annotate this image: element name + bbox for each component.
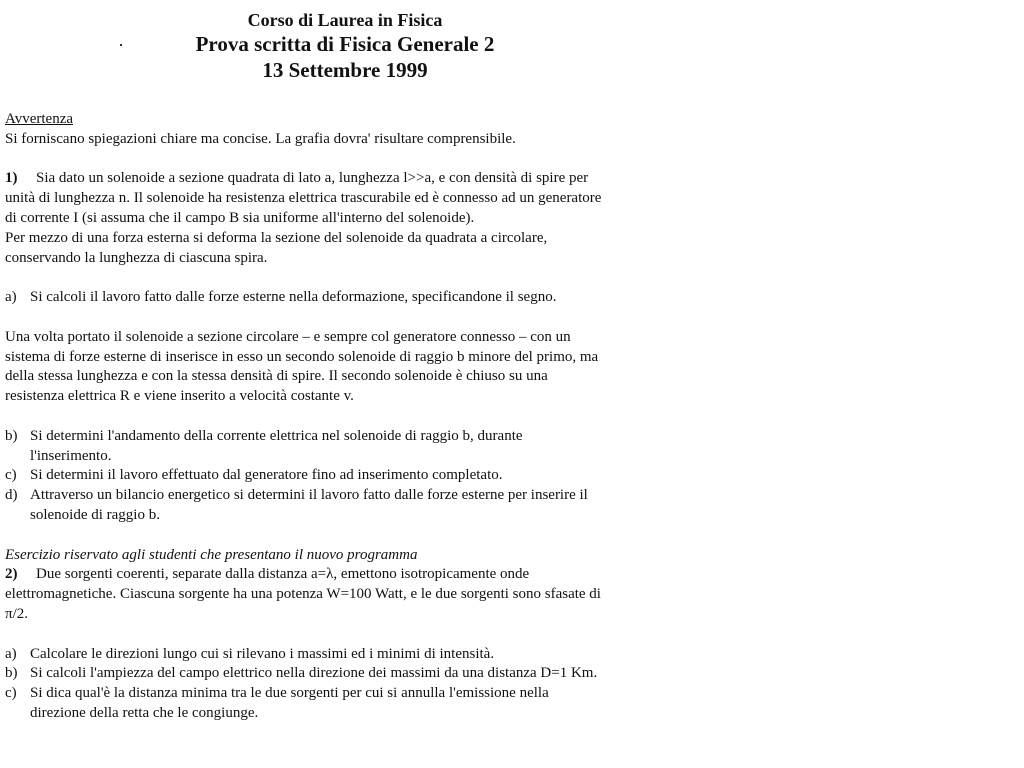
- question-text: Si calcoli l'ampiezza del campo elettrico nella direzione dei massimi da una distanza D=1 Km.: [30, 665, 598, 682]
- exercise-1-line-4: Per mezzo di una forza esterna si deforma la sezione del solenoide da quadrata a circolare,: [5, 229, 548, 246]
- exercise-1-question-c: [5, 466, 685, 486]
- exercise-2-question-c: [5, 684, 685, 704]
- scan-speck: [120, 44, 122, 46]
- exercise-1-question-a: [5, 288, 685, 308]
- exercise-1-number: 1): [5, 170, 18, 187]
- warning-title: Avvertenza: [5, 111, 74, 127]
- exercise-2-note: Esercizio riservato agli studenti che presentano il nuovo programma: [5, 546, 418, 563]
- exercise-1-question-d: [5, 486, 685, 506]
- exercise-2-line-3: π/2.: [5, 605, 28, 622]
- exercise-1-line-1: 1) Sia dato un solenoide a sezione quadrata di lato a, lunghezza l>>a, e con densità di spire per: [5, 169, 685, 189]
- warning-text: Si forniscano spiegazioni chiare ma concise. La grafia dovra' risultare comprensibile.: [5, 130, 516, 147]
- exam-date: 13 Settembre 1999: [262, 58, 428, 82]
- question-label: c): [5, 685, 17, 702]
- exercise-2-question-a: [5, 645, 685, 665]
- question-text-continued: solenoide di raggio b.: [30, 506, 160, 523]
- question-text: Si determini l'andamento della corrente elettrica nel solenoide di raggio b, durante: [30, 427, 523, 444]
- question-text: Attraverso un bilancio energetico si determini il lavoro fatto dalle forze esterne per inserire il: [30, 487, 588, 504]
- exercise-2-number: 2): [5, 566, 18, 583]
- exercise-1-para2-line-2: sistema di forze esterne di inserisce in esso un secondo solenoide di raggio b minore del primo, ma: [5, 348, 599, 365]
- exercise-2-question-b: [5, 664, 685, 684]
- exercise-1-para2-line-1: Una volta portato il solenoide a sezione circolare – e sempre col generatore connesso – con un: [5, 328, 571, 345]
- course-title: Corso di Laurea in Fisica: [247, 10, 443, 30]
- question-text: Si determini il lavoro effettuato dal generatore fino ad inserimento completato.: [30, 467, 503, 484]
- question-label: d): [5, 487, 18, 504]
- exam-title: Prova scritta di Fisica Generale 2: [195, 32, 495, 56]
- question-label: a): [5, 645, 17, 662]
- exercise-1-line-5: conservando la lunghezza di ciascuna spira.: [5, 249, 268, 266]
- question-text: Si calcoli il lavoro fatto dalle forze esterne nella deformazione, specificandone il segno.: [30, 289, 557, 306]
- document-header: [120, 9, 570, 83]
- exercise-2-line-2: elettromagnetiche. Ciascuna sorgente ha una potenza W=100 Watt, e le due sorgenti sono sfasate di: [5, 586, 601, 603]
- exercise-1-para2-line-4: resistenza elettrica R e viene inserito a velocità costante v.: [5, 388, 354, 405]
- exercise-1-para2-line-3: della stessa lunghezza e con la stessa densità di spire. Il secondo solenoide è chiuso su una: [5, 368, 548, 385]
- exercise-1-line-2: unità di lunghezza n. Il solenoide ha resistenza elettrica trascurabile ed è connesso ad un generatore: [5, 190, 602, 207]
- question-text: Si dica qual'è la distanza minima tra le due sorgenti per cui si annulla l'emissione nella: [30, 685, 549, 702]
- question-text: Calcolare le direzioni lungo cui si rilevano i massimi ed i minimi di intensità.: [30, 645, 495, 662]
- document-body: [5, 110, 685, 724]
- question-text-continued: direzione della retta che le congiunge.: [30, 704, 259, 721]
- exercise-1-line-3: di corrente I (si assuma che il campo B sia uniforme all'interno del solenoide).: [5, 209, 475, 226]
- question-label: b): [5, 665, 18, 682]
- question-text-continued: l'inserimento.: [30, 447, 112, 464]
- question-label: b): [5, 427, 18, 444]
- question-label: a): [5, 289, 17, 306]
- exercise-1-question-b: [5, 427, 685, 447]
- question-label: c): [5, 467, 17, 484]
- exercise-2-line-1: 2) Due sorgenti coerenti, separate dalla distanza a=λ, emettono isotropicamente onde: [5, 565, 685, 585]
